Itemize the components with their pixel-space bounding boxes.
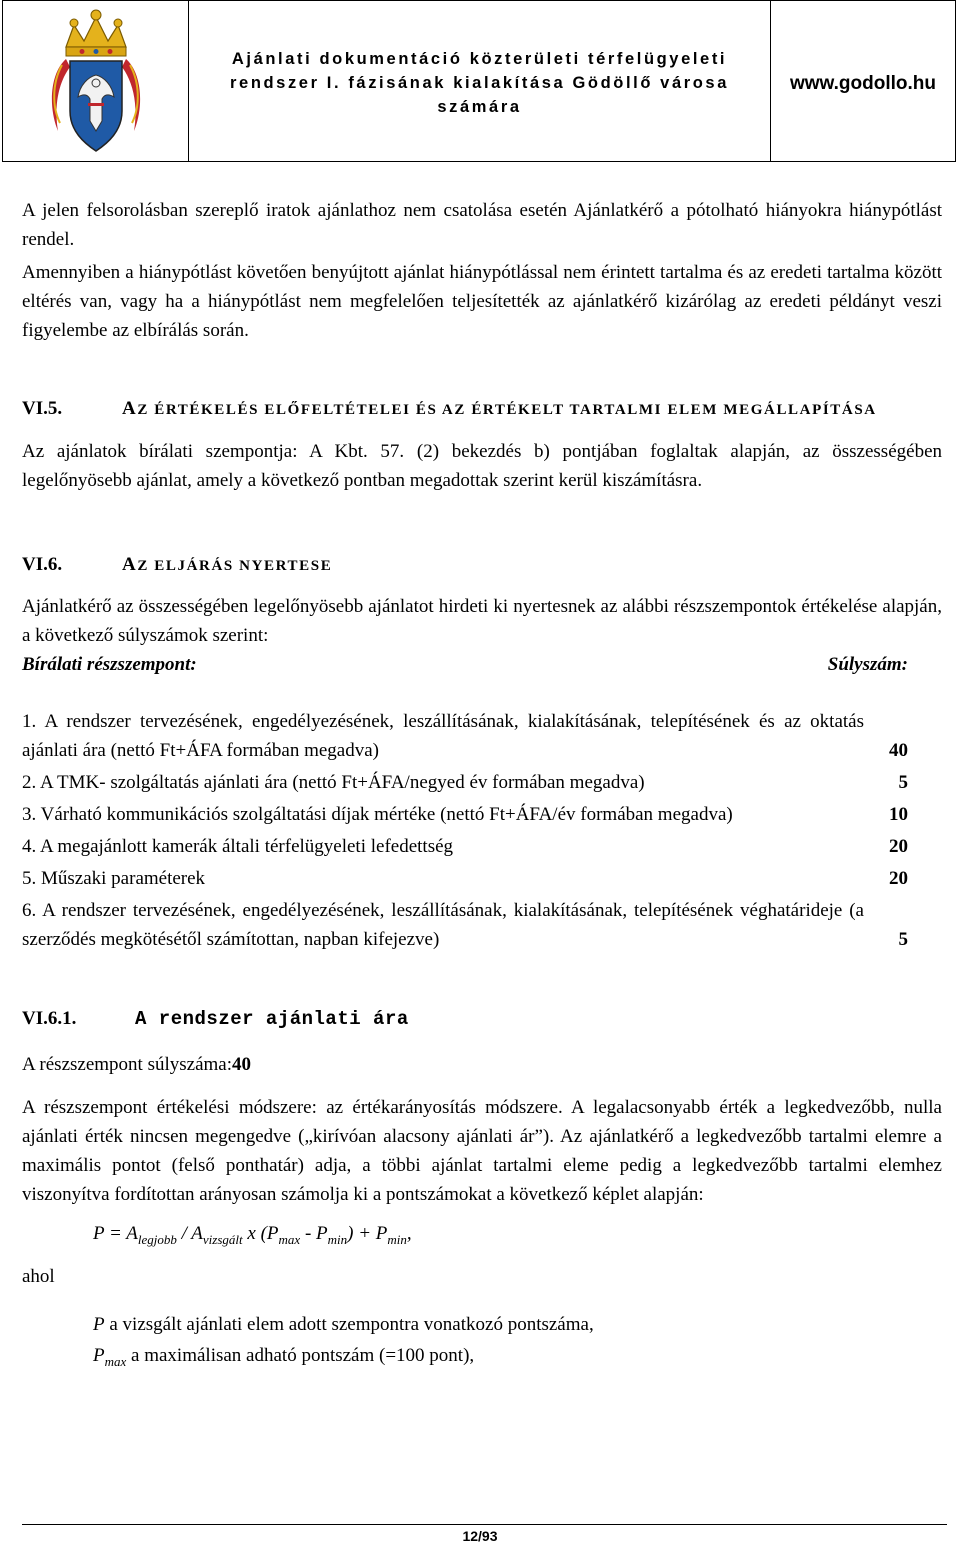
- section-vi61-heading: [22, 1008, 942, 1030]
- criteria-label: Bírálati részszempont:: [22, 654, 197, 675]
- criteria-header: [22, 650, 942, 679]
- criteria-list: [22, 707, 942, 954]
- page-content: [22, 196, 942, 1377]
- criteria-item: 5. Műszaki paraméterek 20: [22, 864, 942, 893]
- section-vi5-heading: [22, 395, 942, 424]
- criteria-item: 2. A TMK- szolgáltatás ajánlati ára (nettó Ft+ÁFA/negyed év formában megadva) 5: [22, 768, 942, 797]
- evaluation-method-text: A részszempont értékelési módszere: az értékarányosítás módszere. A legalacsonyabb érték a legkedvezőbb, nulla ajánlati érték nincsen megengedve („kirívóan alacsony ajánlati ár”). Az ajánlatkérő a legkedvezőbb tartalmi elemre a maximális pontot (felső ponthatár) adja, a többi ajánlat tartalmi eleme pedig a legkedvezőbb tartalmi elemhez viszonyítva fordítottan arányosan számolja ki a pontszámokat a következő képlet alapján:: [22, 1097, 942, 1205]
- definition-pmax: $P_{max}$ a maximálisan adható pontszám (=100 pont),: [93, 1344, 475, 1369]
- paragraph-missing-docs: A jelen felsorolásban szereplő iratok ajánlathoz nem csatolása esetén Ajánlatkérő a pótolható hiányokra hiánypótlást rendel.: [22, 200, 942, 250]
- weight-label: Súlyszám:: [827, 654, 908, 675]
- section-title: AZ ELJÁRÁS NYERTESE: [122, 554, 333, 575]
- footer-divider: [22, 1524, 947, 1525]
- page-number: 12/93: [462, 1528, 498, 1544]
- document-title: Ajánlati dokumentáció közterületi térfelügyeleti rendszer I. fázisának kialakítása Gödöllő városa számára: [230, 50, 729, 116]
- criteria-weight: 20: [889, 868, 908, 889]
- page-header: [2, 0, 956, 162]
- section-number: VI.6.: [22, 554, 63, 575]
- ahol-label: ahol: [22, 1265, 55, 1287]
- section-title: A rendszer ajánlati ára: [135, 1008, 409, 1030]
- criteria-weight: 10: [889, 804, 908, 825]
- criteria-weight: 40: [889, 740, 908, 761]
- section-title: AZ ÉRTÉKELÉS ELŐFELTÉTELEI ÉS AZ ÉRTÉKELT TARTALMI ELEM MEGÁLLAPÍTÁSA: [122, 398, 877, 419]
- paragraph-deficiency: Amennyiben a hiánypótlást követően benyújtott ajánlat hiánypótlással nem érintett tartalma és az eredeti tartalma között eltérés van, vagy ha a hiánypótlást nem megfelelően teljesítették az ajánlatkérő kizárólag az eredeti példányt veszi figyelembe az elbírálás során.: [22, 262, 942, 341]
- criteria-weight: 5: [898, 929, 908, 950]
- subcriterion-weight-line: A részszempont súlyszáma:40: [22, 1054, 252, 1075]
- evaluation-criterion-text: Az ajánlatok bírálati szempontja: A Kbt. 57. (2) bekezdés b) pontjában foglaltak alapján, az összességében legelőnyösebb ajánlat, amely a következő pontban megadottak szerint kerül kiszámításra.: [22, 441, 942, 491]
- definition-p: P a vizsgált ajánlati elem adott szempontra vonatkozó pontszáma,: [93, 1313, 594, 1335]
- criteria-item: 4. A megajánlott kamerák általi térfelügyeleti lefedettség 20: [22, 832, 942, 861]
- header-title-cell: [189, 1, 771, 161]
- section-number: VI.5.: [22, 398, 63, 419]
- coat-of-arms-logo: [44, 3, 148, 159]
- criteria-weight: 20: [889, 836, 908, 857]
- section-vi6-heading: [22, 551, 942, 580]
- criteria-item: 1. A rendszer tervezésének, engedélyezésének, leszállításának, kialakításának, telepítésének és az oktatás ajánlati ára (nettó Ft+ÁFA formában megadva) 40: [22, 707, 942, 765]
- criteria-item: 3. Várható kommunikációs szolgáltatási díjak mértéke (nettó Ft+ÁFA/év formában megadva) 10: [22, 800, 942, 829]
- winner-intro-text: Ajánlatkérő az összességében legelőnyösebb ajánlatot hirdeti ki nyertesnek az alábbi részszempontok értékelése alapján, a következő súlyszámok szerint:: [22, 596, 942, 646]
- scoring-formula: $P = A_{legjobb} / A_{vizsgált}$ x $(P_{max} - P_{min}) + P_{min}$,: [93, 1223, 412, 1247]
- criteria-item: 6. A rendszer tervezésének, engedélyezésének, leszállításának, kialakításának, telepítésének véghatáridеje (a szerződés megkötésétől számítottan, napban kifejezve) 5: [22, 896, 942, 954]
- section-number: VI.6.1.: [22, 1008, 77, 1029]
- header-url-cell: [771, 1, 955, 161]
- logo-cell: [3, 1, 189, 161]
- website-url: www.godollo.hu: [790, 73, 936, 94]
- criteria-weight: 5: [898, 772, 908, 793]
